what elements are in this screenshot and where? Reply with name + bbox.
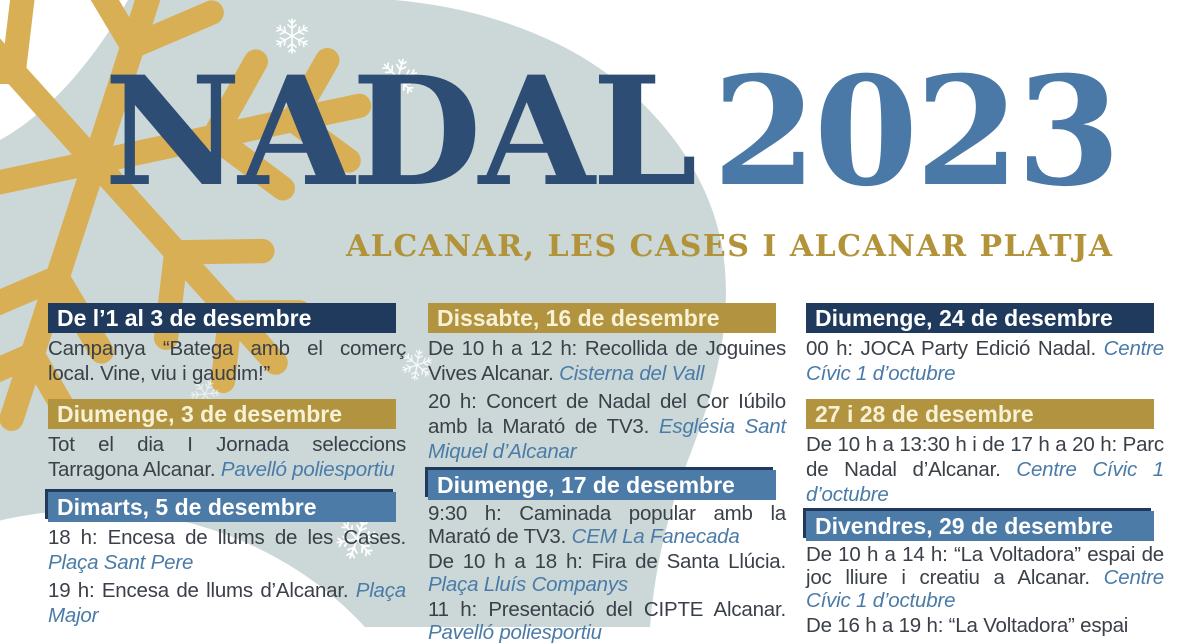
- events-column-1: [48, 303, 406, 628]
- event-item: [806, 614, 1164, 637]
- event-text: De 10 h a 18 h: Fira de Santa Llúcia.: [428, 550, 786, 573]
- event-text: 11 h: Presentació del CIPTE Alcanar.: [428, 598, 786, 621]
- event-text: De 10 h a 14 h: “La Voltadora” espai de joc lliure i creatiu a Alcanar.: [806, 543, 1164, 589]
- events-column-2: [428, 303, 786, 644]
- event-text: De 10 h a 12 h: Recollida de Joguines Vives Alcanar.: [428, 337, 786, 385]
- event-date-header: 27 i 28 de desembre: [806, 399, 1154, 429]
- event-section: [428, 470, 786, 644]
- event-item: [806, 432, 1164, 507]
- event-section: [806, 399, 1164, 507]
- event-date-header: Diumenge, 3 de desembre: [48, 399, 396, 429]
- event-location: Plaça Major: [48, 579, 406, 627]
- event-item: [428, 336, 786, 386]
- title-word: NADAL: [104, 44, 695, 220]
- event-text: 19 h: Encesa de llums d’Alcanar.: [48, 579, 356, 602]
- event-location: Centre Cívic 1 d’octubre: [806, 337, 1164, 385]
- event-section: [806, 511, 1164, 637]
- poster-title: [104, 44, 1118, 220]
- event-item: [48, 432, 406, 482]
- event-text: 9:30 h: Caminada popular amb la Marató de TV3.: [428, 502, 786, 548]
- event-date-header: Divendres, 29 de desembre: [806, 511, 1154, 541]
- event-item: [428, 550, 786, 596]
- event-section: [48, 399, 406, 482]
- event-location: Pavelló poliesportiu: [220, 458, 395, 481]
- event-text: 00 h: JOCA Party Edició Nadal.: [806, 337, 1104, 360]
- event-date-header: Diumenge, 24 de desembre: [806, 303, 1154, 333]
- event-text: De 16 h a 19 h: “La Voltadora” espai: [806, 614, 1129, 637]
- event-item: [48, 336, 406, 386]
- event-location: CEM La Fanecada: [571, 525, 740, 548]
- event-date-header: Dissabte, 16 de desembre: [428, 303, 776, 333]
- event-text: Campanya “Batega amb el comerç local. Vine, viu i gaudim!”: [48, 337, 406, 385]
- event-item: [806, 336, 1164, 386]
- event-location: Església Sant Miquel d’Alcanar: [428, 415, 786, 463]
- event-text: 18 h: Encesa de llums de les Cases.: [48, 526, 406, 549]
- event-section: [806, 303, 1164, 386]
- event-item: [806, 543, 1164, 612]
- event-text: 20 h: Concert de Nadal del Cor Iúbilo amb la Marató de TV3.: [428, 390, 786, 438]
- event-section: [428, 303, 786, 464]
- poster-subtitle: ALCANAR, LES CASES I ALCANAR PLATJA: [346, 229, 1114, 264]
- event-location: Plaça Lluís Companys: [428, 573, 628, 596]
- events-column-3: [806, 303, 1164, 637]
- event-location: Pavelló poliesportiu: [428, 621, 602, 644]
- event-item: [48, 525, 406, 575]
- event-text: Tot el dia I Jornada seleccions Tarragona Alcanar.: [48, 433, 406, 481]
- event-item: [428, 502, 786, 548]
- event-location: Centre Cívic 1 d’octubre: [806, 458, 1164, 506]
- event-location: Cisterna del Vall: [559, 362, 705, 385]
- event-item: [428, 389, 786, 464]
- event-text: De 10 h a 13:30 h i de 17 h a 20 h: Parc de Nadal d’Alcanar.: [806, 433, 1164, 481]
- event-date-header: Diumenge, 17 de desembre: [428, 470, 776, 500]
- title-year: 2023: [712, 44, 1118, 220]
- event-date-header: De l’1 al 3 de desembre: [48, 303, 396, 333]
- event-item: [48, 578, 406, 628]
- event-section: [48, 492, 406, 628]
- event-item: [428, 598, 786, 644]
- event-section: [48, 303, 406, 386]
- event-location: Plaça Sant Pere: [48, 551, 194, 574]
- event-date-header: Dimarts, 5 de desembre: [48, 492, 396, 522]
- event-location: Centre Cívic 1 d’octubre: [806, 566, 1164, 612]
